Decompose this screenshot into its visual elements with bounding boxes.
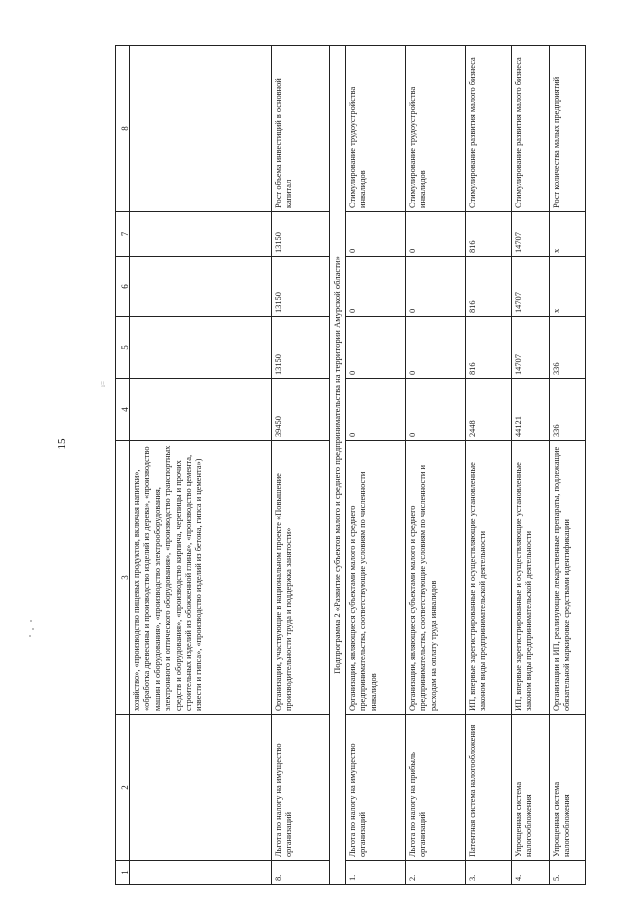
value-col-7: 816 — [466, 212, 512, 257]
continuation-row — [129, 45, 272, 885]
table-row — [345, 45, 406, 885]
page-number: 15 — [56, 438, 68, 450]
value-col-4: 39450 — [272, 379, 330, 441]
benefit-name: Льгота по налогу на прибыль организаций — [406, 715, 466, 861]
row-number: 5. — [550, 861, 586, 885]
value-col-6: 13150 — [272, 257, 330, 317]
column-number-row — [115, 45, 130, 885]
col-header-6: 6 — [116, 257, 130, 317]
value-col-6: 0 — [346, 257, 406, 317]
value-col-6: 816 — [466, 257, 512, 317]
value-col-7: 13150 — [272, 212, 330, 257]
col-header-3: 3 — [116, 441, 130, 715]
scan-artifact-dots — [28, 620, 36, 640]
row-number: 4. — [512, 861, 550, 885]
table-row — [511, 45, 550, 885]
value-col-7: x — [550, 212, 586, 257]
continuation-description: хозяйство», «производство пищевых продуктов, включая напитки», «обработка древесины и производство изделий из дерева», «производство машин и оборудования», «производство электрооборудования, электронного и оптического оборудования», «производство транспортных средств и оборудования», «производство кирпича, черепицы и прочих строительных изделий из обожженной глины», «производство цемента, извести и гипса», «производство изделий из бетона, гипса и цемента») — [130, 441, 272, 715]
benefit-description: ИП, впервые зарегистрированные и осуществляющие установленные законом виды предпринимательской деятельности — [466, 441, 512, 715]
table-row — [549, 45, 586, 885]
value-col-6: x — [550, 257, 586, 317]
benefit-goal: Стимулирование развития малого бизнеса — [466, 45, 512, 212]
subprogram-title: Подпрограмма 2 «Развитие субъектов малого и среднего предпринимательства на территории Амурской области» — [329, 45, 345, 885]
value-col-7: 0 — [346, 212, 406, 257]
value-col-5: 816 — [466, 317, 512, 379]
col-header-7: 7 — [116, 212, 130, 257]
col-header-8: 8 — [116, 45, 130, 212]
value-col-7: 14707 — [512, 212, 550, 257]
benefit-goal: Стимулирование трудоустройства инвалидов — [406, 45, 466, 212]
value-col-4: 44121 — [512, 379, 550, 441]
benefit-name: Патентная система налогообложения — [466, 715, 512, 861]
table-bottom-border — [585, 45, 586, 885]
scan-artifact-mark: ı= — [99, 381, 107, 387]
value-col-5: 13150 — [272, 317, 330, 379]
benefit-goal: Рост объема инвестиций в основной капитал — [272, 45, 330, 212]
col-header-2: 2 — [116, 715, 130, 861]
value-col-4: 0 — [346, 379, 406, 441]
row-number: 1. — [346, 861, 406, 885]
table-row — [271, 45, 330, 885]
value-col-4: 2448 — [466, 379, 512, 441]
value-col-5: 0 — [346, 317, 406, 379]
col-header-1: 1 — [116, 861, 130, 885]
benefit-goal: Стимулирование трудоустройства инвалидов — [346, 45, 406, 212]
value-col-5: 336 — [550, 317, 586, 379]
benefit-name: Упрощенная система налогообложения — [512, 715, 550, 861]
value-col-6: 14707 — [512, 257, 550, 317]
row-number: 3. — [466, 861, 512, 885]
benefit-description: Организации, являющиеся субъектами малого и среднего предпринимательства, соответствующие условиям по численности и расходам на оплату труда инвалидов — [406, 441, 466, 715]
table-row — [465, 45, 512, 885]
benefit-goal: Рост количества малых предприятий — [550, 45, 586, 212]
benefit-name: Упрощенная система налогообложения — [550, 715, 586, 861]
value-col-4: 0 — [406, 379, 466, 441]
row-number: 8. — [272, 861, 330, 885]
benefit-goal: Стимулирование развития малого бизнеса — [512, 45, 550, 212]
value-col-5: 0 — [406, 317, 466, 379]
value-col-5: 14707 — [512, 317, 550, 379]
value-col-6: 0 — [406, 257, 466, 317]
col-header-4: 4 — [116, 379, 130, 441]
benefits-table — [115, 45, 585, 885]
value-col-7: 0 — [406, 212, 466, 257]
benefit-description: ИП, впервые зарегистрированные и осуществляющие установленные законом виды предпринимательской деятельности — [512, 441, 550, 715]
table-row — [405, 45, 466, 885]
benefit-name: Льгота по налогу на имущество организаций — [346, 715, 406, 861]
col-header-5: 5 — [116, 317, 130, 379]
benefit-name: Льгота по налогу на имущество организаций — [272, 715, 330, 861]
row-number: 2. — [406, 861, 466, 885]
value-col-4: 336 — [550, 379, 586, 441]
benefit-description: Организации, участвующие в национальном проекте «Повышение производительности труда и поддержка занятости» — [272, 441, 330, 715]
benefit-description: Организации, являющиеся субъектами малого и среднего предпринимательства, соответствующие условиям по численности инвалидов — [346, 441, 406, 715]
benefit-description: Организации и ИП, реализующие лекарственные препараты, подлежащие обязательной маркировке средствами идентификации — [550, 441, 586, 715]
